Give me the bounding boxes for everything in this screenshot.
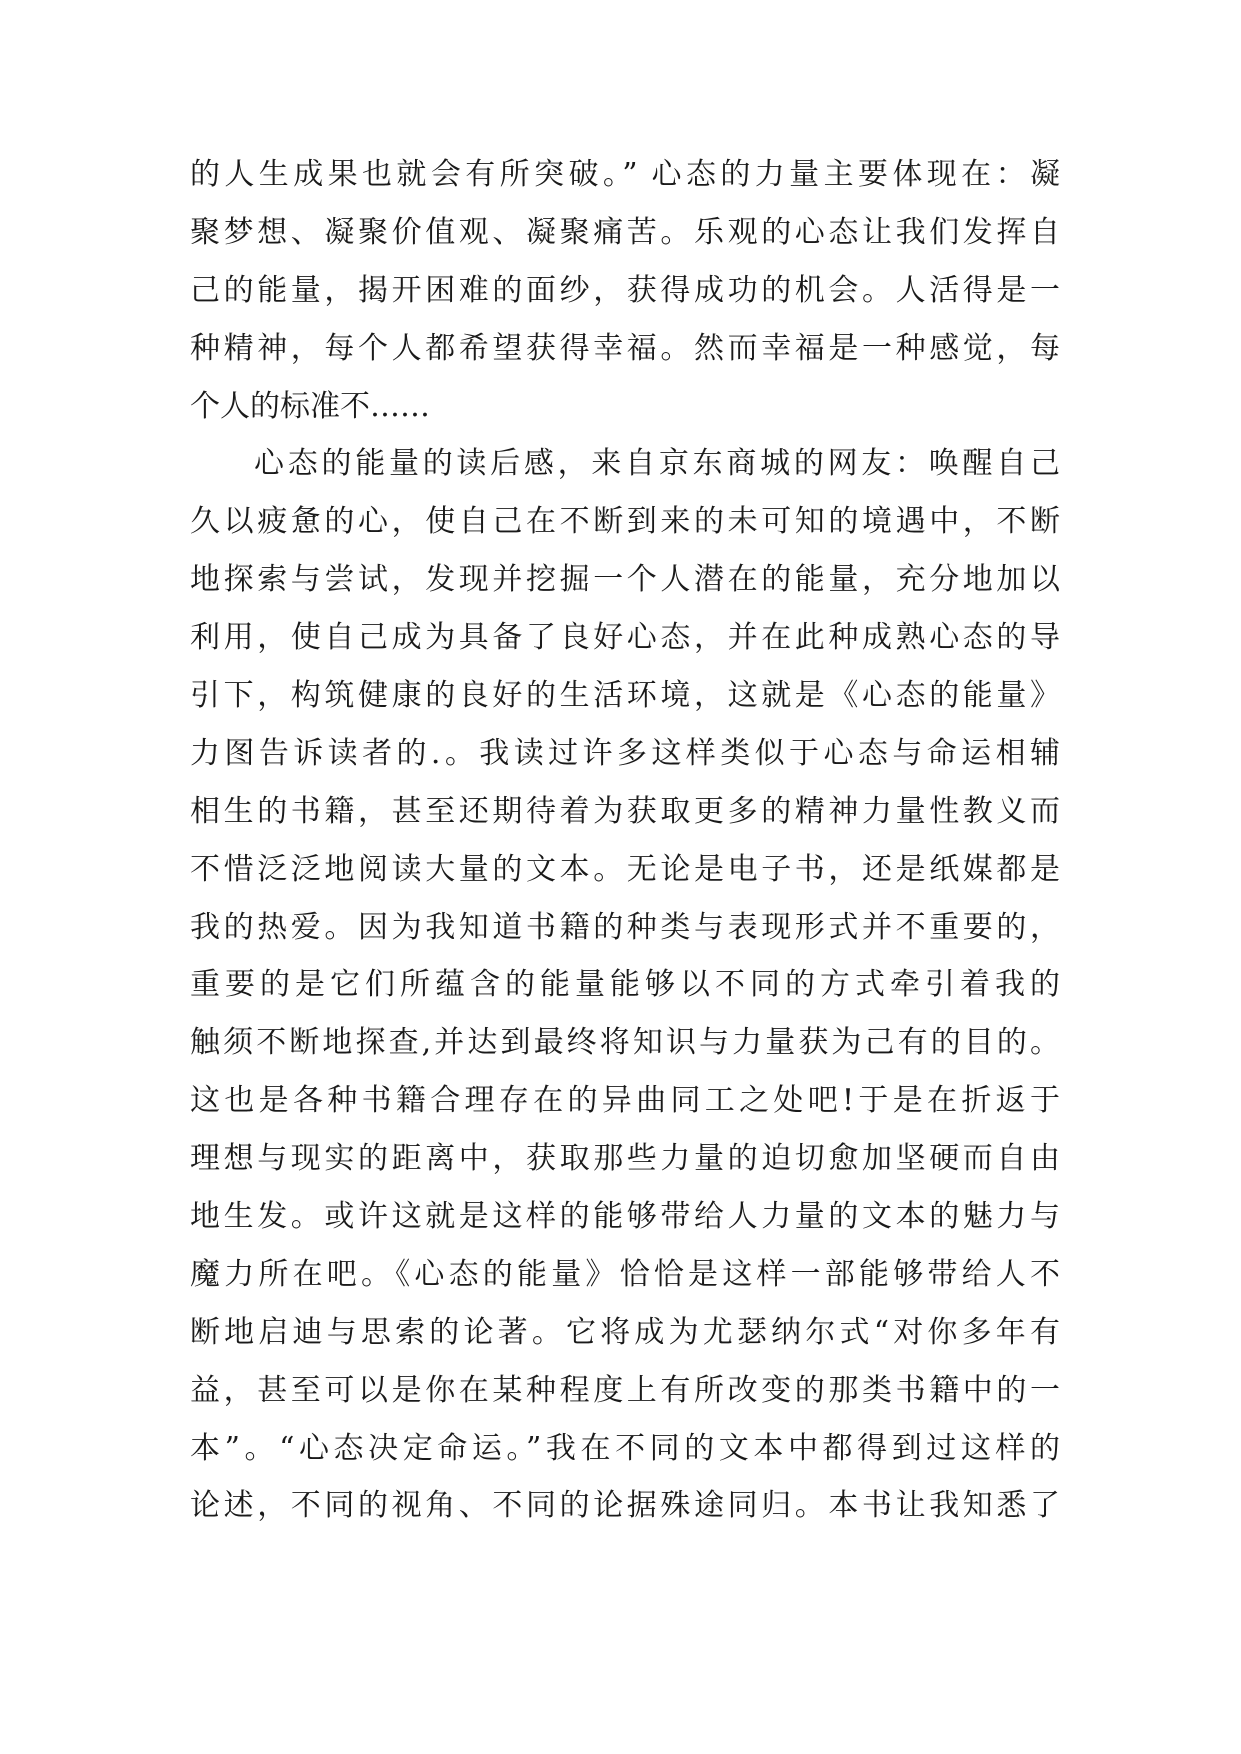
text-line: 不惜泛泛地阅读大量的文本。无论是电子书，还是纸媒都是 xyxy=(190,851,1060,887)
text-line: 益，甚至可以是你在某种程度上有所改变的那类书籍中的一 xyxy=(190,1372,1060,1408)
text-line: 断地启迪与思索的论著。它将成为尤瑟纳尔式“对你多年有 xyxy=(190,1314,1060,1350)
text-line: 地探索与尝试，发现并挖掘一个人潜在的能量，充分地加以 xyxy=(190,562,1060,598)
text-line: 这也是各种书籍合理存在的异曲同工之处吧!于是在折返于 xyxy=(190,1083,1060,1119)
paragraph-first-line: 心态的能量的读后感，来自京东商城的网友：唤醒自己 xyxy=(254,446,1060,482)
text-line: 地生发。或许这就是这样的能够带给人力量的文本的魅力与 xyxy=(190,1199,1060,1235)
text-line: 我的热爱。因为我知道书籍的种类与表现形式并不重要的， xyxy=(190,909,1060,945)
text-line: 的人生成果也就会有所突破。” 心态的力量主要体现在：凝 xyxy=(190,157,1060,192)
text-line: 种精神，每个人都希望获得幸福。然而幸福是一种感觉，每 xyxy=(190,330,1060,366)
text-line: 论述，不同的视角、不同的论据殊途同归。本书让我知悉了 xyxy=(190,1488,1060,1524)
text-line: 引下，构筑健康的良好的生活环境，这就是《心态的能量》 xyxy=(190,678,1060,714)
text-line: 力图告诉读者的.。我读过许多这样类似于心态与命运相辅 xyxy=(190,735,1060,771)
text-line: 理想与现实的距离中，获取那些力量的迫切愈加坚硬而自由 xyxy=(190,1141,1060,1177)
text-line: 个人的标准不…… xyxy=(190,388,430,424)
body-text xyxy=(190,153,1060,1542)
text-line: 聚梦想、凝聚价值观、凝聚痛苦。乐观的心态让我们发挥自 xyxy=(190,214,1060,250)
text-line: 本”。“心态决定命运。”我在不同的文本中都得到过这样的 xyxy=(190,1430,1060,1466)
text-line: 己的能量，揭开困难的面纱，获得成功的机会。人活得是一 xyxy=(190,272,1060,308)
text-line: 触须不断地探查,并达到最终将知识与力量获为己有的目的。 xyxy=(190,1025,1060,1061)
text-line: 久以疲惫的心，使自己在不断到来的未可知的境遇中，不断 xyxy=(190,504,1060,540)
text-line: 重要的是它们所蕴含的能量能够以不同的方式牵引着我的 xyxy=(190,967,1060,1003)
text-line: 相生的书籍，甚至还期待着为获取更多的精神力量性教义而 xyxy=(190,793,1060,829)
text-line: 利用，使自己成为具备了良好心态，并在此种成熟心态的导 xyxy=(190,620,1060,656)
text-line: 魔力所在吧。《心态的能量》恰恰是这样一部能够带给人不 xyxy=(190,1256,1060,1292)
